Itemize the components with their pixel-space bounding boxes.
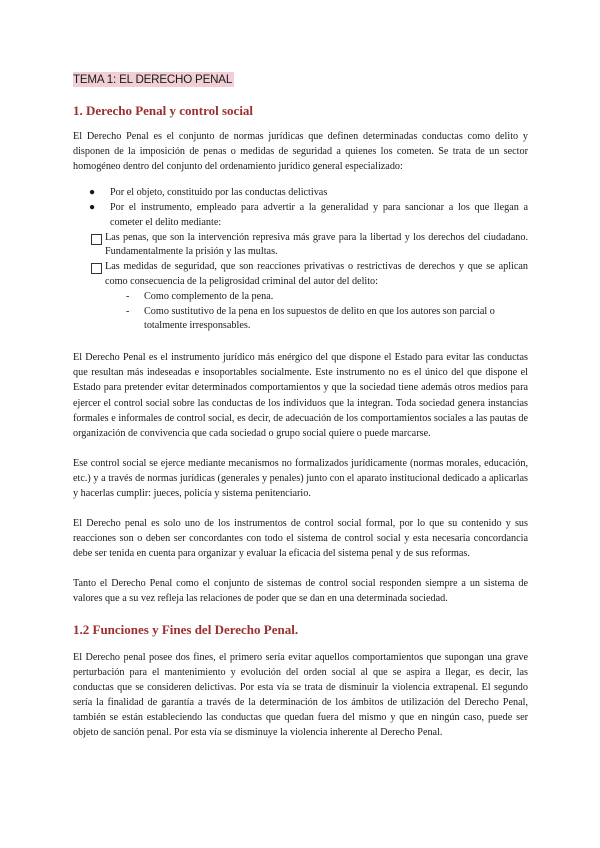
paragraph: El Derecho penal es solo uno de los instrumentos de control social formal, por lo que su contenido y sus reacciones son o deben ser concordantes con todo el sistema de control social y esta necesaria concordancia debe ser tenida en cuenta para organizar y evaluar la eficacia del sistema penal y de sus reformas. — [73, 518, 528, 560]
section-1-heading: 1. Derecho Penal y control social — [73, 103, 254, 118]
list-item: ● Por el instrumento, empleado para advertir a la generalidad y para sancionar a los que llegan a cometer el delito mediante: — [89, 202, 528, 228]
bullet-icon: ● — [89, 202, 96, 214]
document-title: TEMA 1: EL DERECHO PENAL — [73, 73, 233, 86]
list-item: Las medidas de seguridad, que son reacciones privativas o restrictivas de derechos y que se aplican como consecuencia de la peligrosidad criminal del autor del delito: — [73, 260, 528, 290]
paragraph: El Derecho Penal es el instrumento jurídico más enérgico del que dispone el Estado para evitar las conductas que resultan más indeseadas e insoportables socialmente. Este instrumento no es el único del que dispone el Estado para pretender evitar determinados comportamientos y que la sociedad tiene además otros medios para ejercer el control social sobre las conductas de los individuos que la integran. Toda sociedad genera instancias formales e informales de control social, es decir, de adecuación de los comportamientos sociales a las pautas de organización de convivencia que cada sociedad o grupo social quiere o puede marcarse. — [73, 352, 528, 439]
document-page — [73, 70, 528, 740]
checkbox-square-icon — [91, 234, 102, 245]
section-2-heading: 1.2 Funciones y Fines del Derecho Penal. — [73, 621, 299, 637]
list-item: ● Por el objeto, constituido por las conductas delictivas — [73, 186, 528, 201]
list-item: - Como sustitutivo de la pena en los supuestos de delito en que los autores son parcial o totalmente irresponsables. — [126, 305, 495, 332]
dash-icon: - — [126, 305, 130, 317]
section-2-paragraph: El Derecho penal posee dos fines, el primero sería evitar aquellos comportamientos que supongan una grave perturbación para el mantenimiento y evolución del orden social al que se aspira a llegar, es decir, las conductas que se consideren delictivas. Por esta vía se trata de disminuir la violencia extrapenal. El segundo sería la finalidad de garantía a través de la determinación de los ámbitos de utilización del Derecho Penal, también se están estableciendo las conductas que quedan fuera del mismo y que en ningún caso, puede ser objeto de sanción penal. Por esta vía se disminuye la violencia inherente al Derecho Penal. — [73, 651, 528, 739]
section-1-intro: El Derecho Penal es el conjunto de normas jurídicas que definen determinadas conductas como delito y disponen de la imposición de penas o medidas de seguridad a quienes los cometen. Se trata de un sector homogéneo dentro del conjunto del ordenamiento jurídico general especializado: — [73, 131, 528, 173]
checkbox-square-icon — [91, 263, 102, 274]
list-item: Las penas, que son la intervención represiva más grave para la libertad y los derechos del ciudadano. Fundamentalmente la prisión y las multas. — [73, 231, 528, 261]
paragraph: Ese control social se ejerce mediante mecanismos no formalizados jurídicamente (normas morales, educación, etc.) y a través de normas jurídicas (generales y penales) junto con el aparato institucional dedicado a aplicarlas y hacerlas cumplir: jueces, policía y sistema penitenciario. — [73, 457, 528, 499]
list-item: - Como complemento de la pena. — [144, 290, 528, 305]
dash-list — [73, 290, 528, 334]
bullet-icon: ● — [89, 187, 96, 199]
bullet-list — [73, 186, 528, 290]
paragraph: Tanto el Derecho Penal como el conjunto de sistemas de control social responden siempre a un sistema de valores que a su vez refleja las relaciones de poder que se dan en una determinada sociedad. — [73, 578, 528, 605]
dash-icon: - — [126, 290, 130, 302]
